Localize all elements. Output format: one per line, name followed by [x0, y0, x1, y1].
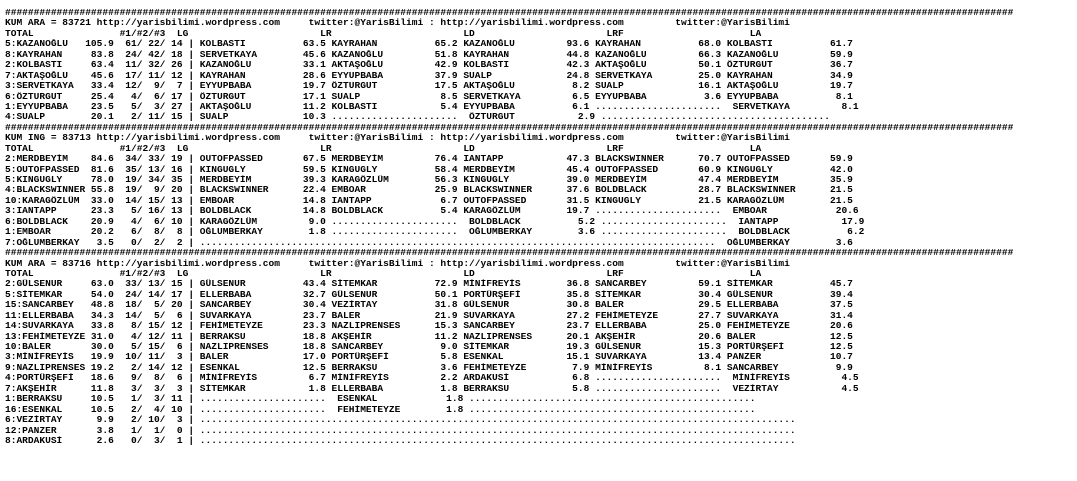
stats-row: 4:BLACKSWINNER 55.8 19/ 9/ 20 | BLACKSWINNER 22.4 EMBOAR 25.9 BLACKSWINNER 37.6 BOLDBLACK 28.7 BLACKSWINNER 21.5 — [5, 185, 853, 196]
stats-row: 1:EYYUPBABA 23.5 5/ 3/ 27 | AKTAŞOĞLU 11.2 KOLBASTI 5.4 EYYUPBABA 6.1 ...................... SERVETKAYA 8.1 — [5, 101, 859, 112]
stats-row: 5:SİTEMKAR 54.0 24/ 14/ 17 | ELLERBABA 32.7 GÜLSENUR 50.1 PORTÜRŞEFİ 35.8 SİTEMKAR 30.4 GÜLSENUR 39.4 — [5, 289, 853, 300]
stats-row: 6:VEZİRTAY 9.9 2/ 10/ 3 | ........................................................................................................ — [5, 415, 796, 426]
race-stats-sheet — [5, 8, 1075, 446]
separator-line: ################################################################################################################################################################################ — [5, 248, 1014, 259]
stats-row: 6:BOLDBLACK 20.9 4/ 6/ 10 | KARAGÖZLÜM 9.0 ...................... BOLDBLACK 5.2 ...................... IANTAPP 17.9 — [5, 216, 865, 227]
stats-row: 2:KOLBASTI 63.4 11/ 32/ 26 | KAZANOĞLU 33.1 AKTAŞOĞLU 42.9 KOLBASTI 42.3 AKTAŞOĞLU 50.1 ÖZTURGUT 36.7 — [5, 60, 853, 71]
stats-row: 4:PORTÜRŞEFİ 18.6 9/ 8/ 6 | MİNİFREYİS 6.7 MİNİFREYİS 2.2 ARDAKUSİ 6.8 ...................... MİNİFREYİS 4.5 — [5, 373, 859, 384]
stats-row: 9:NAZLIPRENSES 19.2 2/ 14/ 12 | ESENKAL 12.5 BERRAKSU 3.6 FEHİMETEYZE 7.9 MİNİFREYİS 8.1 SANCARBEY 9.9 — [5, 362, 853, 373]
stats-row: 7:AKTAŞOĞLU 45.6 17/ 11/ 12 | KAYRAHAN 28.6 EYYUPBABA 37.9 SUALP 24.8 SERVETKAYA 25.0 KAYRAHAN 34.9 — [5, 70, 853, 81]
stats-row: 1:BERRAKSU 10.5 1/ 3/ 11 | ...................... ESENKAL 1.8 .................................................. — [5, 394, 756, 405]
stats-row: 5:KINGUGLY 78.0 19/ 34/ 35 | MERDBEYİM 39.3 KARAGÖZLÜM 56.3 KINGUGLY 39.0 MERDBEYİM 47.4 MERDBEYİM 35.9 — [5, 175, 853, 185]
stats-row: 7:AKŞEHİR 11.8 3/ 3/ 3 | SİTEMKAR 1.8 ELLERBABA 1.8 BERRAKSU 5.8 ...................... VEZİRTAY 4.5 — [5, 383, 859, 394]
stats-row: 2:GÜLSENUR 63.0 33/ 13/ 15 | GÜLSENUR 43.4 SİTEMKAR 72.9 MİNİFREYİS 36.8 SANCARBEY 59.1 SİTEMKAR 45.7 — [5, 279, 853, 290]
stats-row: 16:ESENKAL 10.5 2/ 4/ 10 | ...................... FEHİMETEYZE 1.8 .................................................. — [5, 404, 756, 415]
race-header: KUM ARA = 83721 http://yarisbilimi.wordpress.com twitter:@YarisBilimi : http://yarisbilimi.wordpress.com twitter:@YarisBilimi — [5, 18, 790, 29]
stats-row: 5:OUTOFPASSED 81.6 35/ 13/ 16 | KINGUGLY 59.5 KINGUGLY 58.4 MERDBEYİM 45.4 OUTOFPASSED 60.9 KINGUGLY 42.0 — [5, 164, 853, 175]
stats-row: 3:IANTAPP 23.3 5/ 16/ 13 | BOLDBLACK 14.8 BOLDBLACK 5.4 KARAGÖZLÜM 19.7 ...................... EMBOAR 20.6 — [5, 206, 859, 217]
race-header: KUM ING = 83713 http://yarisbilimi.wordpress.com twitter:@YarisBilimi : http://yarisbilimi.wordpress.com twitter:@YarisBilimi — [5, 133, 790, 144]
stats-row: 3:MİNİFREYİS 19.9 10/ 11/ 3 | BALER 17.0 PORTÜRŞEFİ 5.8 ESENKAL 15.1 SUVARKAYA 13.4 PANZER 10.7 — [5, 352, 853, 363]
stats-row: 10:KARAGÖZLÜM 33.0 14/ 15/ 13 | EMBOAR 14.8 IANTAPP 6.7 OUTOFPASSED 31.5 KINGUGLY 21.5 KARAGÖZLÜM 21.5 — [5, 195, 853, 206]
separator-line: ################################################################################################################################################################################ — [5, 122, 1014, 133]
stats-row: 2:MERDBEYİM 84.6 34/ 33/ 19 | OUTOFPASSED 67.5 MERDBEYİM 76.4 IANTAPP 47.3 BLACKSWINNER 70.7 OUTOFPASSED 59.9 — [5, 154, 853, 165]
column-header: TOTAL #1/#2/#3 LG LR LD LRF LA — [5, 28, 762, 39]
stats-row: 13:FEHİMETEYZE 31.0 4/ 12/ 11 | BERRAKSU 18.8 AKŞEHİR 11.2 NAZLIPRENSES 20.1 AKŞEHİR 20.6 BALER 12.5 — [5, 331, 853, 342]
stats-row: 8:KAYRAHAN 83.8 24/ 42/ 18 | SERVETKAYA 45.6 KAZANOĞLU 51.8 KAYRAHAN 44.8 KAZANOĞLU 66.3 KAZANOĞLU 59.9 — [5, 49, 853, 60]
stats-row: 8:ARDAKUSİ 2.6 0/ 3/ 1 | ........................................................................................................ — [5, 435, 796, 446]
race-header: KUM ARA = 83716 http://yarisbilimi.wordpress.com twitter:@YarisBilimi : http://yarisbilimi.wordpress.com twitter:@YarisBilimi — [5, 258, 790, 269]
stats-row: 10:BALER 30.0 5/ 15/ 6 | NAZLIPRENSES 18.8 SANCARBEY 9.0 SİTEMKAR 19.3 GÜLSENUR 15.3 PORTÜRŞEFİ 12.5 — [5, 342, 853, 352]
stats-row: 14:SUVARKAYA 33.8 8/ 15/ 12 | FEHİMETEYZE 23.3 NAZLIPRENSES 15.3 SANCARBEY 23.7 ELLERBABA 25.0 FEHİMETEYZE 20.6 — [5, 321, 853, 332]
stats-row: 11:ELLERBABA 34.3 14/ 5/ 6 | SUVARKAYA 23.7 BALER 21.9 SUVARKAYA 27.2 FEHİMETEYZE 27.7 SUVARKAYA 31.4 — [5, 310, 853, 321]
stats-row: 6:ÖZTURGUT 25.4 4/ 6/ 17 | ÖZTURGUT 17.1 SUALP 8.5 SERVETKAYA 6.5 EYYUPBABA 3.6 EYYUPBABA 8.1 — [5, 91, 853, 102]
separator-line: ################################################################################################################################################################################ — [5, 8, 1014, 18]
stats-row: 5:KAZANOĞLU 105.9 61/ 22/ 14 | KOLBASTI 63.5 KAYRAHAN 65.2 KAZANOĞLU 93.6 KAYRAHAN 68.0 KOLBASTI 61.7 — [5, 39, 853, 50]
column-header: TOTAL #1/#2/#3 LG LR LD LRF LA — [5, 268, 762, 279]
stats-row: 3:SERVETKAYA 33.4 12/ 9/ 7 | EYYUPBABA 19.7 ÖZTURGUT 17.5 AKTAŞOĞLU 8.2 SUALP 16.1 AKTAŞOĞLU 19.7 — [5, 81, 853, 92]
stats-row: 15:SANCARBEY 48.8 18/ 5/ 20 | SANCARBEY 30.4 VEZİRTAY 31.8 GÜLSENUR 30.8 BALER 29.5 ELLERBABA 37.5 — [5, 300, 853, 311]
column-header: TOTAL #1/#2/#3 LG LR LD LRF LA — [5, 143, 762, 154]
stats-row: 12:PANZER 3.8 1/ 1/ 0 | ........................................................................................................ — [5, 425, 796, 436]
stats-row: 7:OĞLUMBERKAY 3.5 0/ 2/ 2 | .......................................................................................... OĞLUMBERKAY 3.6 — [5, 237, 853, 248]
stats-row: 1:EMBOAR 20.2 6/ 8/ 8 | OĞLUMBERKAY 1.8 ...................... OĞLUMBERKAY 3.6 ...................... BOLDBLACK 6.2 — [5, 227, 865, 238]
stats-row: 4:SUALP 20.1 2/ 11/ 15 | SUALP 10.3 ...................... ÖZTURGUT 2.9 ........................................ — [5, 112, 830, 123]
